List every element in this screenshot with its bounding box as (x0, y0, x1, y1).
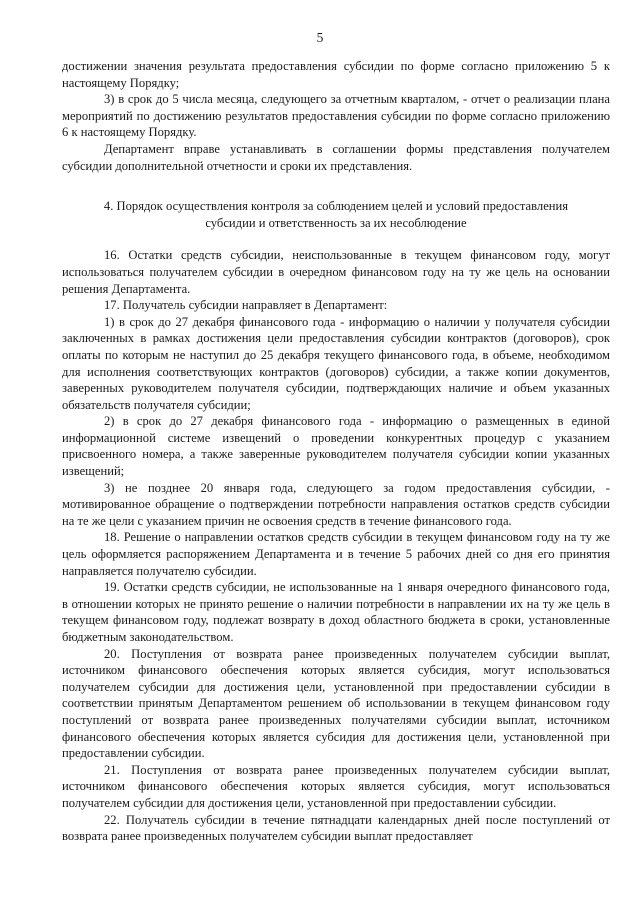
paragraph-22: 22. Получатель субсидии в течение пятнадцати календарных дней после поступлений от возврата ранее произведенных получателем субсидии выплат предоставляет (62, 812, 610, 844)
paragraph-17-item-3: 3) не позднее 20 января года, следующего за годом предоставления субсидии, - мотивированное обращение о подтверждении потребности направления остатков средств субсидии на те же цели с указанием причин не освоения средств в течение финансового года. (62, 480, 610, 528)
paragraph-continuation: достижении значения результата предоставления субсидии по форме согласно приложению 5 к настоящему Порядку; (62, 59, 610, 90)
document-body (62, 58, 610, 845)
paragraph-17: 17. Получатель субсидии направляет в Департамент: (104, 298, 388, 313)
paragraph-21: 21. Поступления от возврата ранее произведенных получателем субсидии выплат, источником финансового обеспечения которых является субсидия, могут использоваться получателем субсидии для достижения цели, установленной при предоставлении субсидии. (62, 762, 610, 810)
paragraph-department-rights: Департамент вправе устанавливать в соглашении формы представления получателем субсидии дополнительной отчетности и сроки их представления. (62, 141, 610, 173)
paragraph-16: 16. Остатки средств субсидии, неиспользованные в текущем финансовом году, могут использоваться получателем субсидии в очередном финансовом году на ту же цель на основании решения Департамента. (62, 248, 610, 296)
section-heading: 4. Порядок осуществления контроля за соблюдением целей и условий предоставления субсидии и ответственность за их несоблюдение (103, 199, 569, 230)
paragraph-18: 18. Решение о направлении остатков средств субсидии в текущем финансовом году на ту же цель оформляется распоряжением Департамента и в течение 5 рабочих дней со дня его принятия направляется получателю субсидии. (62, 530, 610, 578)
paragraph-17-item-2: 2) в срок до 27 декабря финансового года - информацию о размещенных в единой информационной системе извещений о проведении конкурентных процедур с указанием присвоенного номера, а также заверенные руководителем получателя субсидии копии указанных извещений; (62, 414, 610, 479)
page-number: 5 (316, 30, 324, 45)
paragraph-19: 19. Остатки средств субсидии, не использованные на 1 января очередного финансового года, в отношении которых не принято решение о наличии потребности в направлении их на ту же цель в текущем финансовом году, подлежат возврату в доход областного бюджета в сроки, установленные бюджетным законодательством. (62, 580, 610, 644)
paragraph-report-item-3: 3) в срок до 5 числа месяца, следующего за отчетным кварталом, - отчет о реализации плана мероприятий по достижению результатов предоставления субсидии по форме согласно приложению 6 к настоящему Порядку. (62, 92, 610, 140)
paragraph-20: 20. Поступления от возврата ранее произведенных получателем субсидии выплат, источником финансового обеспечения которых является субсидия, могут использоваться получателем субсидии для достижения цели, установленной при предоставлении субсидии в соответствии принятым Департаментом решением об использовании в текущем финансовом году поступлений от возврата ранее произведенных получателями субсидии выплат, источником финансового обеспечения которых является субсидия для достижения цели, установленной при предоставлении субсидии. (62, 646, 610, 761)
paragraph-17-item-1: 1) в срок до 27 декабря финансового года - информацию о наличии у получателя субсидии заключенных в рамках достижения цели предоставления субсидии контрактов (договоров), срок оплаты по которым не наступил до 25 декабря текущего финансового года, в объеме, необходимом для исполнения соответствующих контрактов (договоров) субсидии, а также копии документов, заверенных руководителем получателя субсидии, подтверждающих наличие и объем указанных обязательств получателя субсидии; (62, 314, 610, 412)
